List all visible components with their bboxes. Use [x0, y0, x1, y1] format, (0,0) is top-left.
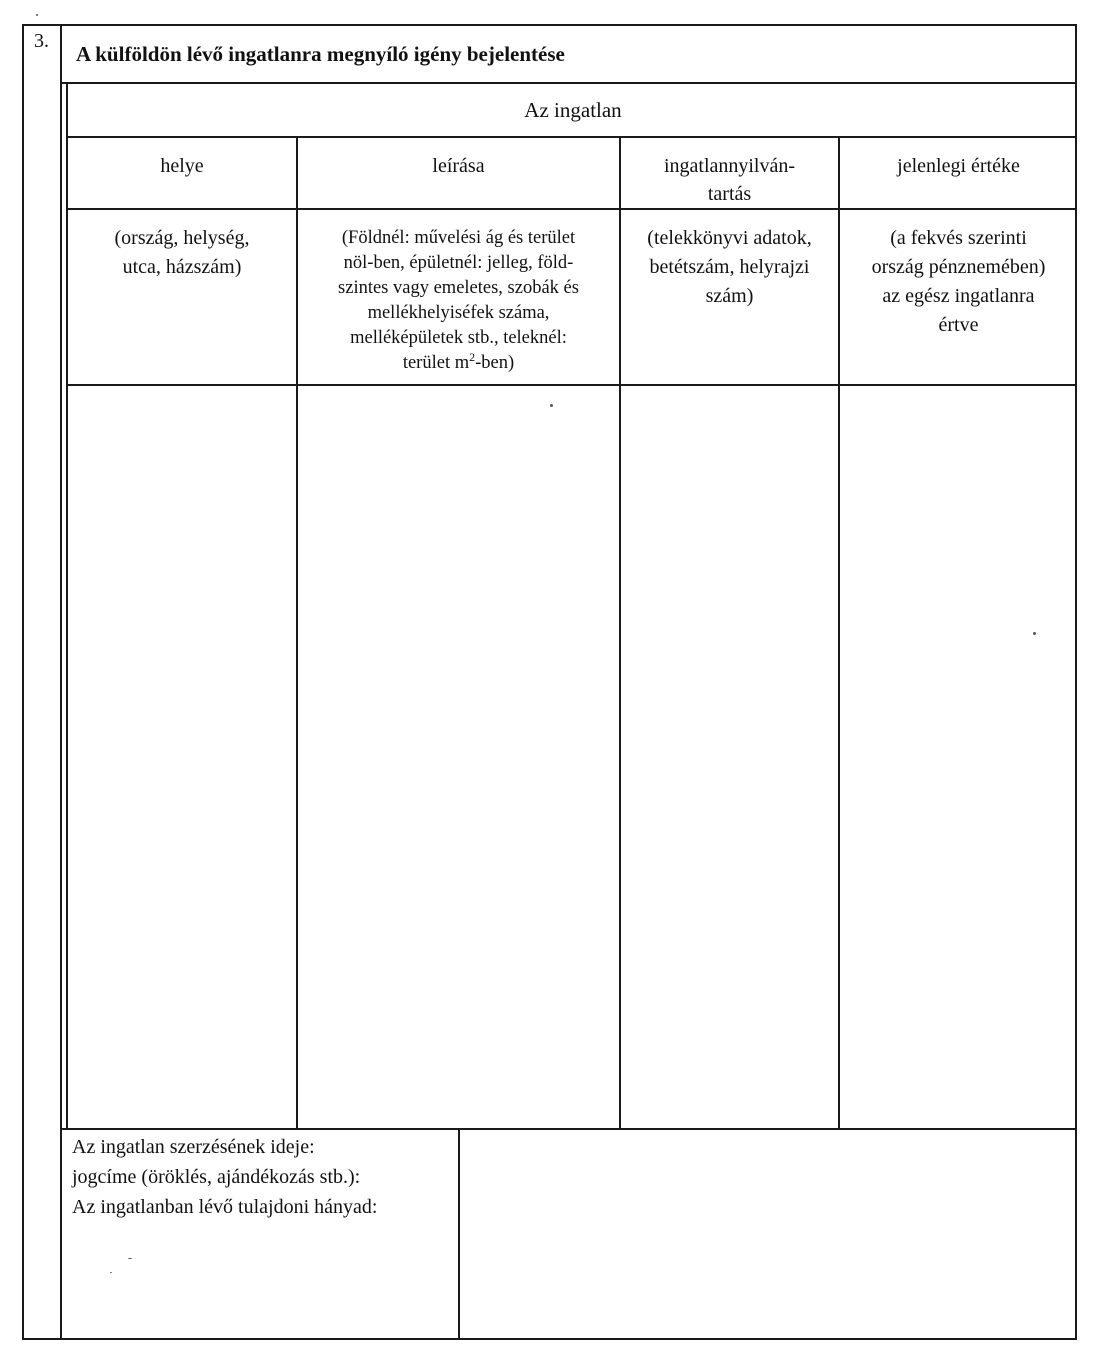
value-desc-line: az egész ingatlanra: [882, 285, 1035, 307]
section-title: A külföldön lévő ingatlanra megnyíló igény bejelentése: [76, 42, 565, 66]
column-header-description: [298, 152, 619, 180]
scan-speck: [36, 14, 38, 16]
entry-cell-description[interactable]: [298, 386, 619, 1128]
description-desc-line: melléképületek stb., teleknél:: [350, 328, 567, 348]
column-header-registry: [621, 152, 838, 208]
registry-desc-line: szám): [705, 285, 754, 307]
scan-speck: [110, 1272, 112, 1273]
acquisition-time-label: Az ingatlan szerzésének ideje:: [72, 1136, 315, 1158]
description-desc-line: nöl-ben, épületnél: jelleg, föld-: [343, 253, 574, 273]
ownership-share-label: Az ingatlanban lévő tulajdoni hányad:: [72, 1196, 378, 1218]
registry-desc-line: (telekkönyvi adatok,: [647, 227, 812, 249]
value-desc-line: (a fekvés szerinti: [890, 227, 1027, 249]
entry-cell-location[interactable]: [68, 386, 296, 1128]
column-header-value: [840, 152, 1077, 180]
column-description-value: [840, 224, 1077, 340]
column-header-registry-line2: tartás: [707, 183, 752, 205]
column-description-registry: [621, 224, 838, 311]
form-section-frame: [22, 24, 1077, 1340]
column-header-description-text: leírása: [432, 155, 485, 177]
entry-cell-registry[interactable]: [621, 386, 838, 1128]
scan-speck: [1033, 632, 1036, 635]
value-desc-line: értve: [938, 314, 979, 336]
column-description-location: [68, 224, 296, 282]
column-description-description: [298, 226, 619, 376]
section-number-column: [24, 26, 62, 1338]
location-desc-line: (ország, helység,: [114, 227, 250, 249]
header-row-divider: [68, 208, 1077, 210]
acquisition-entry-field[interactable]: [460, 1130, 1077, 1340]
registry-desc-line: betétszám, helyrajzi: [649, 256, 810, 278]
scan-speck: [550, 404, 553, 407]
acquisition-title-label: jogcíme (öröklés, ajándékozás stb.):: [72, 1166, 361, 1188]
scan-speck: [128, 1258, 132, 1259]
description-desc-line: (Földnél: művelési ág és terület: [341, 228, 576, 248]
area-superscript: 2: [469, 349, 476, 364]
entry-cell-value[interactable]: [840, 386, 1077, 1128]
column-header-registry-line1: ingatlannyilván-: [663, 155, 796, 177]
description-desc-line-area: [298, 351, 619, 376]
value-desc-line: ország pénznemében): [871, 256, 1046, 278]
location-desc-line: utca, házszám): [122, 256, 242, 278]
column-header-location-text: helye: [160, 155, 204, 177]
area-text: terület m: [402, 353, 470, 373]
group-header-divider: [68, 136, 1077, 138]
title-divider: [62, 82, 1077, 84]
acquisition-labels: [72, 1132, 377, 1222]
description-desc-line: mellékhelyiséfek száma,: [367, 303, 550, 323]
description-desc-line: szintes vagy emeletes, szobák és: [338, 278, 579, 298]
section-number: 3.: [34, 30, 49, 52]
table-group-header: Az ingatlan: [524, 98, 622, 122]
column-header-value-text: jelenlegi értéke: [897, 155, 1020, 177]
area-suffix: -ben): [475, 353, 515, 373]
column-header-location: [68, 152, 296, 180]
